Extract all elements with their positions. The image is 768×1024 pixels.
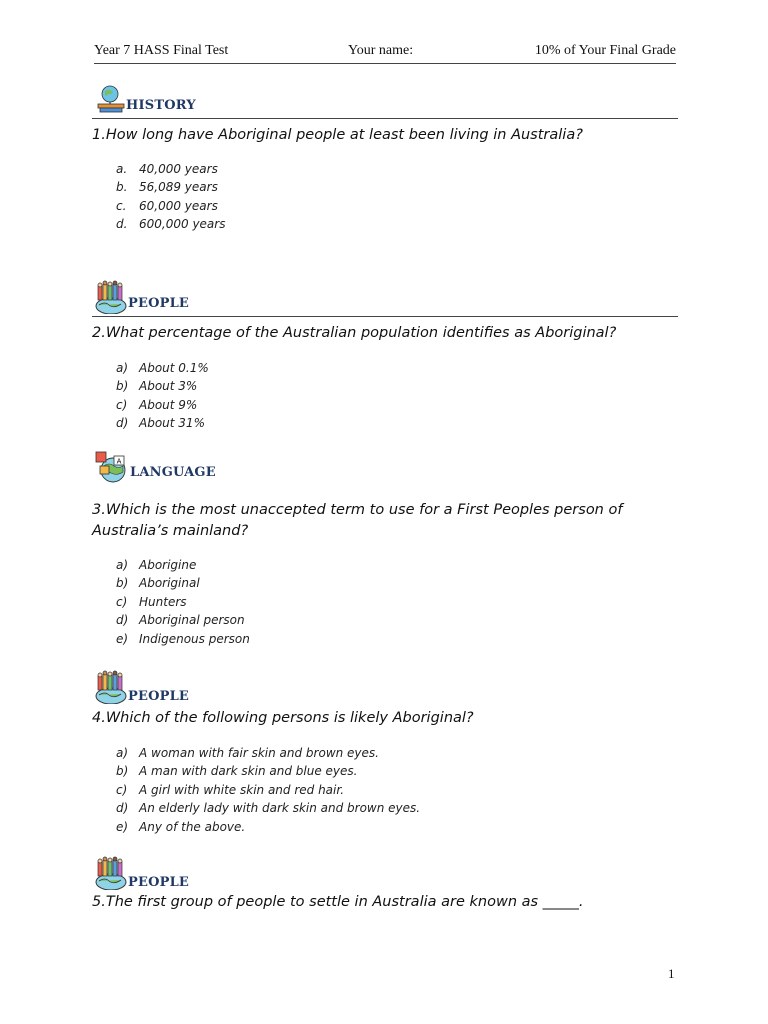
answer-option: e) Any of the above. [116,819,246,834]
section-title: PEOPLE [128,689,190,704]
answer-option: a) Aborigine [116,558,197,572]
answer-option: d) Aboriginal person [116,613,245,628]
question-text: 2.What percentage of the Australian population identifies as Aboriginal? [92,325,617,341]
grade-weight: 10% of Your Final Grade [534,43,676,58]
section-heading [92,672,678,706]
answer-option: c) A girl with white skin and red hair. [116,782,345,797]
answer-option: c) Hunters [116,594,187,609]
page-number: 1 [668,966,675,981]
people-globe-icon [94,856,128,890]
globe-books-icon [94,82,128,116]
question-section-4 [92,672,678,836]
test-title: Year 7 HASS Final Test [94,43,229,58]
question-text: 1.How long have Aboriginal people at least been living in Australia? [92,127,583,143]
question-section-5 [92,856,678,913]
page-header [94,43,676,64]
answer-option: d) An elderly lady with dark skin and brown eyes. [116,801,421,816]
section-title: HISTORY [126,98,196,113]
question-section-2 [92,280,678,433]
answer-option: c. 60,000 years [116,198,218,213]
answer-option: d) About 31% [116,416,205,431]
question-text: 5.The first group of people to settle in Australia are known as _____. [92,894,584,910]
name-label: Your name: [348,43,414,58]
answer-options [116,744,678,836]
question-text: 4.Which of the following persons is likely Aboriginal? [92,710,474,726]
question-section-3 [92,448,678,648]
section-heading [92,88,678,119]
section-title: PEOPLE [128,875,190,890]
section-heading [92,856,678,892]
answer-option: d. 600,000 years [116,217,226,232]
answer-option: b) Aboriginal [116,576,200,591]
answer-option: a. 40,000 years [116,162,218,176]
answer-option: e) Indigenous person [116,631,250,646]
question-section-1 [92,88,678,234]
people-globe-icon [94,670,128,704]
answer-options [116,359,678,433]
svg-text:A: A [116,457,122,466]
answer-option: a) About 0.1% [116,361,209,375]
section-title: LANGUAGE [130,465,216,480]
answer-option: a) A woman with fair skin and brown eyes. [116,746,379,760]
section-heading [92,448,678,486]
answer-option: b) A man with dark skin and blue eyes. [116,764,358,779]
answer-option: c) About 9% [116,397,198,412]
answer-options [116,556,678,648]
answer-option: b. 56,089 years [116,180,218,195]
section-title: PEOPLE [128,296,190,311]
answer-options [116,160,678,234]
answer-option: b) About 3% [116,379,198,394]
question-text: 3.Which is the most unaccepted term to use for a First Peoples person of Australia’s mainland? [92,502,623,539]
language-globe-icon [94,450,128,484]
section-heading [92,280,678,317]
people-globe-icon [94,280,128,314]
